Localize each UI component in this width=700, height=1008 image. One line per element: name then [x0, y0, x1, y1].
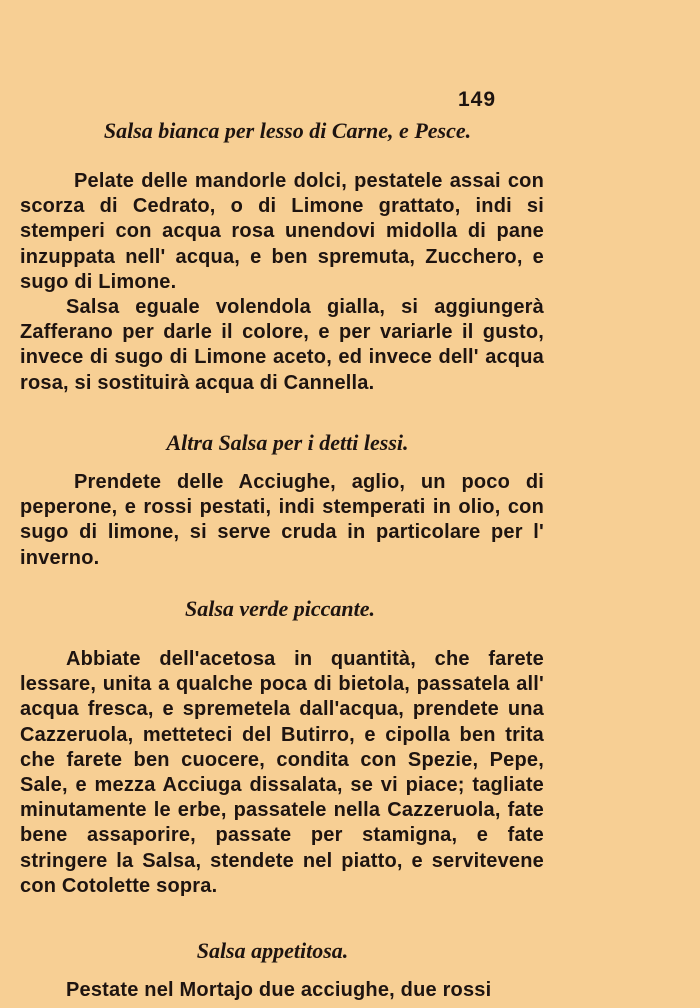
recipe-paragraph: Pelate delle mandorle dolci, pestatele assai con scorza di Cedrato, o di Limone grattato, indi si stemperi con acqua rosa unendovi midolla di pane inzuppata nell' acqua, e ben spremuta, Zucchero, e sugo di Limone. [20, 170, 544, 293]
recipe-paragraph: Abbiate dell'acetosa in quantità, che farete lessare, unita a qualche poca di bietola, passatela all' acqua fresca, e spremetela dall'acqua, prendete una Cazzeruola, metteteci del Butirro, e cipolla ben trita che farete ben cuocere, condita con Spezie, Pepe, Sale, e mezza Acciuga dissalata, se vi piace; tagliate minutamente le erbe, passatele nella Cazzeruola, fate bene assaporire, passate per stamigna, e fate stringere la Salsa, stendete nel piatto, e servitevene con Cotolette sopra. [20, 648, 544, 897]
recipe-title-altra-salsa: Altra Salsa per i detti lessi. [166, 430, 409, 455]
recipe-title-salsa-bianca: Salsa bianca per lesso di Carne, e Pesce. [103, 118, 472, 143]
recipe-paragraph: Salsa eguale volendola gialla, si aggiungerà Zafferano per darle il colore, e per variarle il gusto, invece di sugo di Limone aceto, ed invece dell' acqua rosa, si sostituirà acqua di Cannella. [20, 296, 544, 394]
recipe-paragraph: Pestate nel Mortajo due acciughe, due rossi [66, 979, 492, 1001]
recipe-title-salsa-appetitosa: Salsa appetitosa. [196, 938, 349, 963]
recipe-title-salsa-verde: Salsa verde piccante. [184, 596, 376, 621]
recipe-paragraph: Prendete delle Acciughe, aglio, un poco di peperone, e rossi pestati, indi stemperati in olio, con sugo di limone, si serve cruda in particolare per l' inverno. [20, 471, 544, 569]
page-number: 149 [458, 88, 497, 111]
